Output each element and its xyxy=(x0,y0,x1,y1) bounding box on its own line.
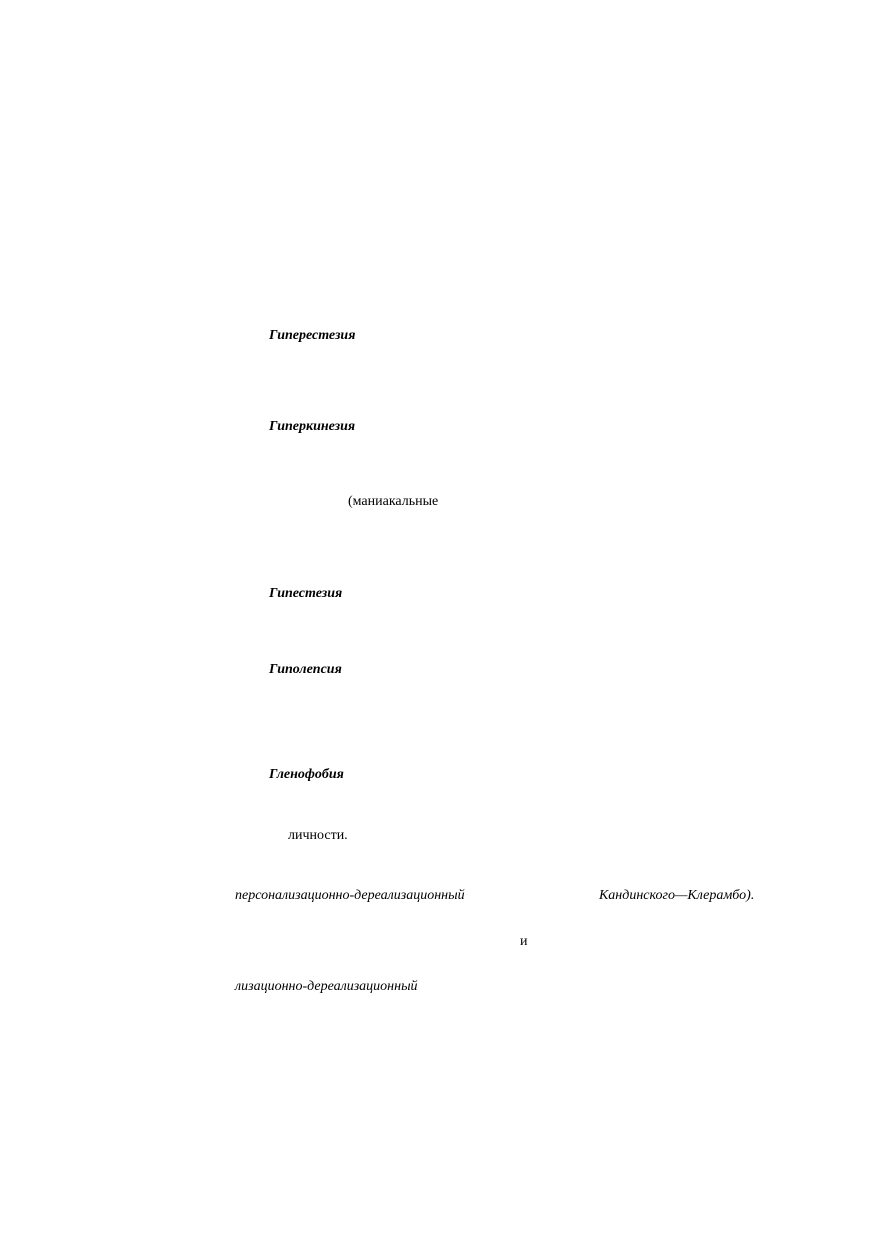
text-kandinsky-period: . xyxy=(750,888,755,903)
term-hypesthesia: Гипестезия xyxy=(269,586,343,601)
term-glenophobia: Гленофобия xyxy=(269,767,344,782)
text-conjunction: и xyxy=(520,934,528,949)
text-personality: личности. xyxy=(288,828,348,843)
term-hyperesthesia: Гиперестезия xyxy=(269,328,356,343)
text-depersonalization-2: лизационно-дереализационный xyxy=(235,979,418,994)
term-hyperkinesia: Гиперкинезия xyxy=(269,419,356,434)
text-kandinsky-clerambault xyxy=(599,889,754,903)
text-depersonalization-1: персонализационно-дереализационный xyxy=(235,888,465,903)
text-kandinsky-name: Кандинского—Клерамбо) xyxy=(599,888,751,903)
term-hypolepsy: Гиполепсия xyxy=(269,662,342,677)
text-manic: (маниакальные xyxy=(348,494,439,509)
